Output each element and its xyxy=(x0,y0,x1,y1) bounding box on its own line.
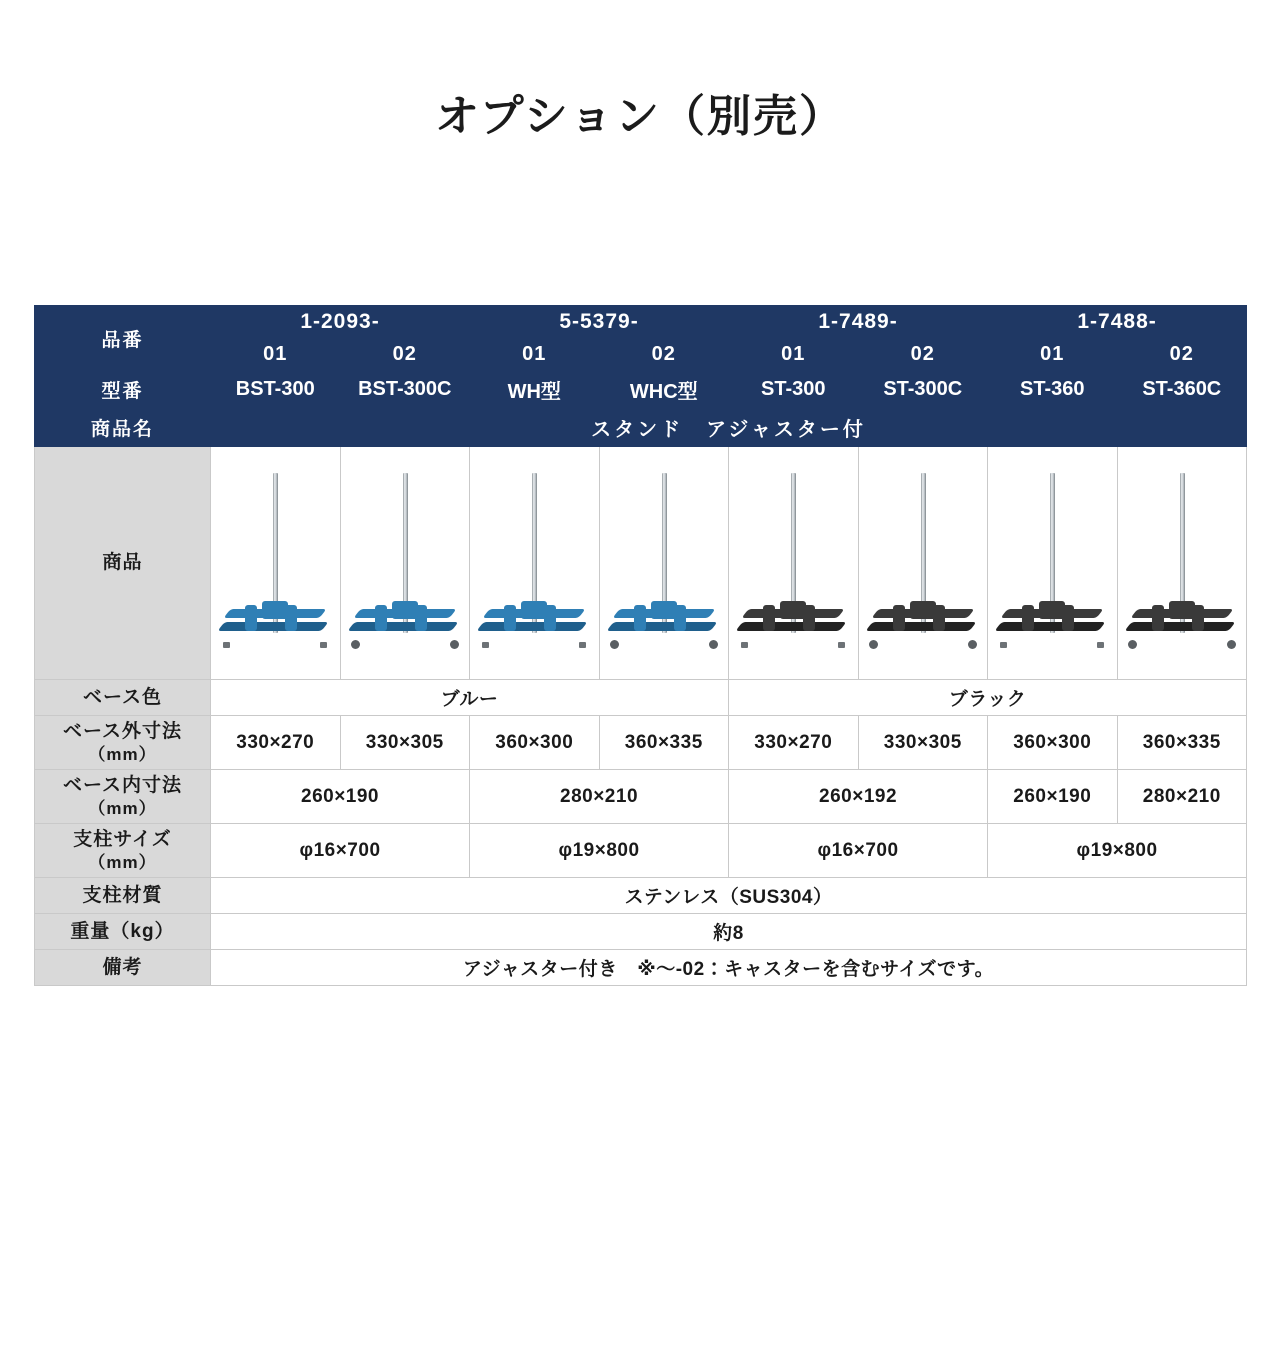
base-outer-1: 330×305 xyxy=(340,716,470,770)
stand-illustration-5 xyxy=(859,447,988,679)
model-number-1: BST-300C xyxy=(340,371,470,409)
product-image-cell-7 xyxy=(1117,447,1247,680)
product-image-cell-5 xyxy=(858,447,988,680)
base-icon xyxy=(867,605,979,643)
model-number-2: WH型 xyxy=(470,371,600,409)
base-icon xyxy=(608,605,720,643)
stand-illustration-3 xyxy=(600,447,729,679)
base-color-value-0: ブルー xyxy=(211,680,729,716)
table-row-pole-material xyxy=(35,878,1247,914)
base-outer-3: 360×335 xyxy=(599,716,729,770)
page-root xyxy=(0,80,1280,1360)
base-outer-7: 360×335 xyxy=(1117,716,1247,770)
caster-icon xyxy=(968,640,977,649)
row-label-pole-size-unit: （mm） xyxy=(88,852,157,872)
caster-icon xyxy=(709,640,718,649)
pole-size-3: φ19×800 xyxy=(988,824,1247,878)
base-icon xyxy=(1126,605,1238,643)
base-outer-0: 330×270 xyxy=(211,716,341,770)
table-row-item-number-code xyxy=(35,306,1247,339)
pole-size-1: φ19×800 xyxy=(470,824,729,878)
pole-size-2: φ16×700 xyxy=(729,824,988,878)
base-inner-3: 260×190 xyxy=(988,770,1118,824)
base-outer-5: 330×305 xyxy=(858,716,988,770)
row-label-base-outer-text: ベース外寸法 xyxy=(62,721,183,742)
spec-table xyxy=(34,305,1247,986)
spec-table-wrapper xyxy=(34,305,1246,986)
stand-illustration-4 xyxy=(729,447,858,679)
product-image-cell-1 xyxy=(340,447,470,680)
row-label-pole-material: 支柱材質 xyxy=(35,878,211,914)
caster-icon xyxy=(351,640,360,649)
table-row-base-outer xyxy=(35,716,1247,770)
caster-icon xyxy=(610,640,619,649)
product-image-cell-4 xyxy=(729,447,859,680)
model-number-5: ST-300C xyxy=(858,371,988,409)
row-label-base-inner-text: ベース内寸法 xyxy=(62,775,183,796)
base-icon xyxy=(996,605,1108,643)
row-label-base-outer xyxy=(35,716,211,770)
base-outer-6: 360×300 xyxy=(988,716,1118,770)
table-row-product-name xyxy=(35,409,1247,447)
item-number-code-1: 5-5379- xyxy=(470,306,729,339)
model-number-3: WHC型 xyxy=(599,371,729,409)
row-label-product-name: 商品名 xyxy=(35,409,211,447)
model-number-0: BST-300 xyxy=(211,371,341,409)
table-row-remarks xyxy=(35,950,1247,986)
stand-illustration-2 xyxy=(470,447,599,679)
base-inner-4: 280×210 xyxy=(1117,770,1247,824)
product-image-cell-3 xyxy=(599,447,729,680)
page-title: オプション（別売） xyxy=(434,91,846,142)
row-label-model-number: 型番 xyxy=(35,371,211,409)
model-number-4: ST-300 xyxy=(729,371,859,409)
item-number-suffix-0-0: 01 xyxy=(211,339,341,371)
base-outer-2: 360×300 xyxy=(470,716,600,770)
base-icon xyxy=(737,605,849,643)
base-icon xyxy=(478,605,590,643)
base-inner-2: 260×192 xyxy=(729,770,988,824)
row-label-base-inner xyxy=(35,770,211,824)
row-label-base-inner-unit: （mm） xyxy=(88,798,157,818)
stand-illustration-7 xyxy=(1118,447,1247,679)
base-inner-1: 280×210 xyxy=(470,770,729,824)
model-number-7: ST-360C xyxy=(1117,371,1247,409)
row-label-product: 商品 xyxy=(35,447,211,680)
table-row-model-number xyxy=(35,371,1247,409)
product-image-cell-2 xyxy=(470,447,600,680)
item-number-code-0: 1-2093- xyxy=(211,306,470,339)
table-row-base-inner xyxy=(35,770,1247,824)
base-outer-4: 330×270 xyxy=(729,716,859,770)
row-label-weight: 重量（kg） xyxy=(35,914,211,950)
item-number-code-3: 1-7488- xyxy=(988,306,1247,339)
caster-icon xyxy=(869,640,878,649)
product-image-cell-0 xyxy=(211,447,341,680)
item-number-suffix-2-0: 01 xyxy=(729,339,859,371)
table-row-item-number-suffix xyxy=(35,339,1247,371)
row-label-base-color: ベース色 xyxy=(35,680,211,716)
item-number-code-2: 1-7489- xyxy=(729,306,988,339)
pole-size-0: φ16×700 xyxy=(211,824,470,878)
row-label-item-number: 品番 xyxy=(35,306,211,371)
table-row-pole-size xyxy=(35,824,1247,878)
pole-material-value: ステンレス（SUS304） xyxy=(211,878,1247,914)
item-number-suffix-2-1: 02 xyxy=(858,339,988,371)
caster-icon xyxy=(1227,640,1236,649)
table-row-base-color xyxy=(35,680,1247,716)
item-number-suffix-1-0: 01 xyxy=(470,339,600,371)
weight-value: 約8 xyxy=(211,914,1247,950)
row-label-pole-size xyxy=(35,824,211,878)
table-row-product-images xyxy=(35,447,1247,680)
product-name-value: スタンド アジャスター付 xyxy=(211,409,1247,447)
product-image-cell-6 xyxy=(988,447,1118,680)
row-label-base-outer-unit: （mm） xyxy=(88,744,157,764)
caster-icon xyxy=(450,640,459,649)
item-number-suffix-3-0: 01 xyxy=(988,339,1118,371)
table-row-weight xyxy=(35,914,1247,950)
item-number-suffix-3-1: 02 xyxy=(1117,339,1247,371)
stand-illustration-1 xyxy=(341,447,470,679)
base-icon xyxy=(349,605,461,643)
row-label-pole-size-text: 支柱サイズ xyxy=(73,829,172,850)
remarks-value: アジャスター付き ※～-02：キャスターを含むサイズです。 xyxy=(211,950,1247,986)
base-icon xyxy=(219,605,331,643)
base-inner-0: 260×190 xyxy=(211,770,470,824)
item-number-suffix-1-1: 02 xyxy=(599,339,729,371)
stand-illustration-0 xyxy=(211,447,340,679)
item-number-suffix-0-1: 02 xyxy=(340,339,470,371)
model-number-6: ST-360 xyxy=(988,371,1118,409)
stand-illustration-6 xyxy=(988,447,1117,679)
caster-icon xyxy=(1128,640,1137,649)
row-label-remarks: 備考 xyxy=(35,950,211,986)
base-color-value-1: ブラック xyxy=(729,680,1247,716)
